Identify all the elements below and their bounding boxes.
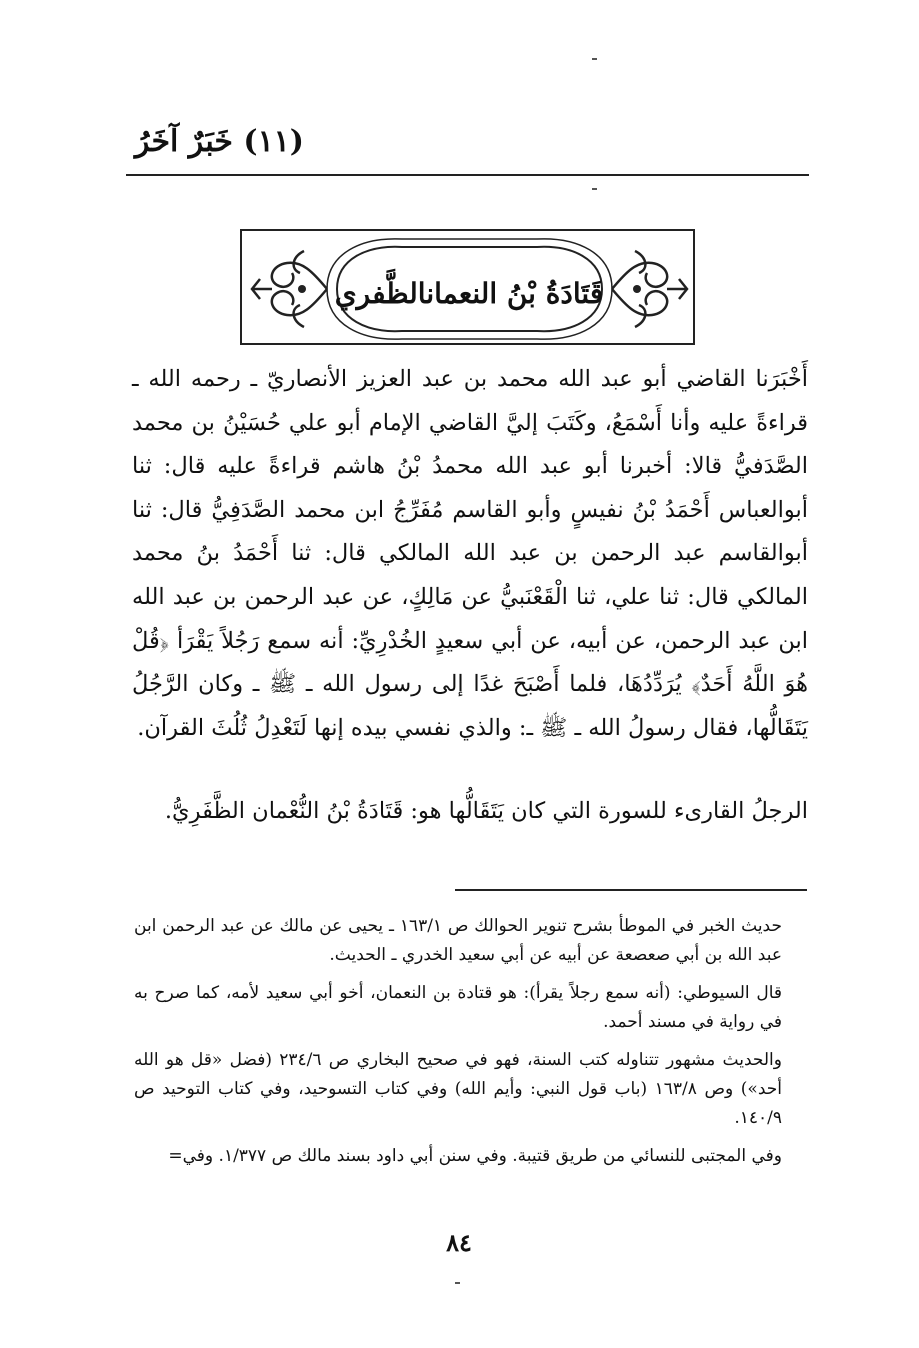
ornament-title: قَتَادَةُ بْنُ النعمانالظَّفري bbox=[334, 277, 604, 310]
scan-speck bbox=[592, 188, 597, 190]
summary-text bbox=[132, 790, 808, 834]
main-text bbox=[132, 358, 808, 750]
footnote: حديث الخبر في الموطأ بشرح تنوير الحوالك ص ١٦٣/١ ـ يحيى عن مالك عن عبد الرحمن ابن عبد الله بن أبي صعصعة عن أبيه عن أبي سعيد الخدري ـ الحديث. bbox=[134, 916, 782, 965]
chapter-title: (١١) خَبَرٌ آخَرُ bbox=[134, 124, 304, 159]
footnote: وفي المجتبى للنسائي من طريق قتيبة. وفي سنن أبي داود بسند مالك ص ١/٣٧٧. وفي= bbox=[168, 1146, 782, 1166]
summary-paragraph: الرجلُ القارىء للسورة التي كان يَتَقَالُّها هو: قَتَادَةُ بْنُ النُّعْمان الظَّفَرِيُّ. bbox=[164, 798, 808, 824]
header-rule bbox=[126, 174, 809, 176]
page-number: ٨٤ bbox=[446, 1228, 472, 1257]
footnote: قال السيوطي: (أنه سمع رجلاً يقرأ): هو قتادة بن النعمان، أخو أبي سعيد لأمه، كما صرح به في رواية في مسند أحمد. bbox=[134, 983, 782, 1032]
body-paragraph: أَخْبَرَنا القاضي أبو عبد الله محمد بن عبد العزيز الأنصاريّ ـ رحمه الله ـ قراءةً عليه وأنا أَسْمَعُ، وكَتَبَ إليَّ القاضي الإمام أبو علي حُسَيْنُ بن محمد الصَّدَفيُّ قالا: أخبرنا أبو عبد الله محمدُ بْنُ هاشم قراءةً عليه قال: ثنا أبوالعباس أَحْمَدُ بْنُ نفيسٍ وأبو القاسم مُفَرِّجُ ابن محمد الصَّدَفِيُّ قال: ثنا أبوالقاسم عبد الرحمن بن عبد الله المالكي قال: ثنا أَحْمَدُ بنُ محمد المالكي قال: ثنا علي، ثنا الْقَعْنَبيُّ عن مَالِكٍ، عن عبد الرحمن بن عبد الله ابن عبد الرحمن، عن أبيه، عن أبي سعيدٍ الخُدْرِيِّ: أنه سمع رَجُلاً يَقْرَأ ﴿قُلْ هُوَ اللَّهُ أَحَدٌ﴾ يُرَدِّدُهَا، فلما أَصْبَحَ غدًا إلى رسول الله ـ ﷺ ـ وكان الرَّجُلُ يَتَقَالُّها، فقال رسولُ الله ـ ﷺ ـ: والذي نفسي بيده إنها لَتَعْدِلُ ثُلُثَ القرآن. bbox=[132, 366, 808, 741]
scan-speck bbox=[455, 1282, 460, 1284]
scan-speck bbox=[592, 58, 597, 60]
footnote: والحديث مشهور تتناوله كتب السنة، فهو في صحيح البخاري ص ٢٣٤/٦ (فضل «قل هو الله أحد») وص ١٦٣/٨ (باب قول النبي: وأيم الله) وفي كتاب التسوحيد، وفي كتاب التوحيد ص ١٤٠/٩. bbox=[134, 1050, 782, 1128]
footnote-rule bbox=[455, 889, 807, 891]
footnotes bbox=[134, 912, 782, 1180]
